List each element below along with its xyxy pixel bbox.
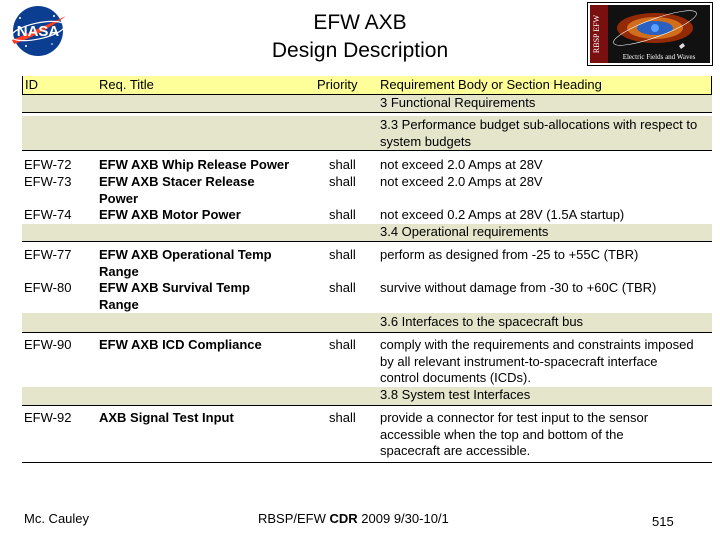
requirement-priority: shall: [329, 280, 356, 295]
requirement-title: EFW AXB Operational Temp Range: [99, 247, 272, 279]
requirement-priority: shall: [329, 157, 356, 172]
requirement-id: EFW-77: [24, 247, 72, 262]
requirement-body: not exceed 2.0 Amps at 28V: [380, 157, 543, 172]
rbsp-logo-text: RBSP EFW: [592, 14, 601, 54]
footer-author: Mc. Cauley: [24, 511, 90, 526]
requirement-priority: shall: [329, 207, 356, 222]
rbsp-logo-caption: Electric Fields and Waves: [622, 53, 696, 61]
requirement-id: EFW-74: [24, 207, 72, 222]
requirement-title: EFW AXB ICD Compliance: [99, 337, 262, 352]
requirement-id: EFW-90: [24, 337, 72, 352]
page-number: 515: [652, 514, 674, 529]
section-heading: 3.3 Performance budget sub-allocations with respect to system budgets: [380, 117, 698, 149]
row-separator: [22, 405, 712, 406]
requirement-priority: shall: [329, 410, 356, 425]
row-separator: [22, 332, 712, 333]
section-heading: 3.6 Interfaces to the spacecraft bus: [380, 314, 584, 329]
row-separator: [22, 241, 712, 242]
requirement-title: EFW AXB Whip Release Power: [99, 157, 290, 172]
section-heading: 3 Functional Requirements: [380, 95, 536, 110]
nasa-logo: [6, 4, 70, 58]
requirement-body: not exceed 2.0 Amps at 28V: [380, 174, 543, 189]
requirement-body: provide a connector for test input to the sensor accessible when the top and bottom of the spacecraft are accessible.: [380, 410, 649, 458]
requirement-title: EFW AXB Motor Power: [99, 207, 241, 222]
footer-event: [258, 511, 449, 526]
requirement-id: EFW-72: [24, 157, 72, 172]
section-heading: 3.4 Operational requirements: [380, 224, 549, 239]
requirement-priority: shall: [329, 247, 356, 262]
requirement-priority: shall: [329, 174, 356, 189]
table-header-left-border: [22, 76, 23, 94]
requirement-body: survive without damage from -30 to +60C (TBR): [380, 280, 657, 295]
row-separator: [22, 462, 712, 463]
requirement-body: perform as designed from -25 to +55C (TBR): [380, 247, 639, 262]
footer-event-prefix: RBSP/EFW: [258, 511, 330, 526]
svg-text:NASA: NASA: [16, 23, 60, 40]
requirement-id: EFW-92: [24, 410, 72, 425]
requirement-title: AXB Signal Test Input: [99, 410, 234, 425]
row-separator: [22, 150, 712, 151]
requirement-body: not exceed 0.2 Amps at 28V (1.5A startup): [380, 207, 625, 222]
section-heading: 3.8 System test Interfaces: [380, 387, 531, 402]
footer-event-cdr: CDR: [329, 511, 358, 526]
column-header-req-title: Req. Title: [99, 77, 154, 92]
column-header-id: ID: [25, 77, 38, 92]
column-header-requirement-body: Requirement Body or Section Heading: [380, 77, 602, 92]
row-separator: [22, 112, 712, 113]
requirement-priority: shall: [329, 337, 356, 352]
rbsp-efw-logo: [587, 2, 713, 66]
requirement-id: EFW-80: [24, 280, 72, 295]
requirement-id: EFW-73: [24, 174, 72, 189]
requirement-title: EFW AXB Survival Temp Range: [99, 280, 250, 312]
column-header-priority: Priority: [317, 77, 358, 92]
page-title-line2: Design Description: [271, 39, 449, 62]
requirement-body: comply with the requirements and constraints imposed by all relevant instrument-to-spacecraft interface control documents (ICDs).: [380, 337, 694, 385]
table-header-right-border: [711, 76, 712, 94]
page-title-line1: EFW AXB: [313, 11, 407, 34]
footer-event-suffix: 2009 9/30-10/1: [357, 511, 449, 526]
requirement-title: EFW AXB Stacer Release Power: [99, 174, 255, 206]
